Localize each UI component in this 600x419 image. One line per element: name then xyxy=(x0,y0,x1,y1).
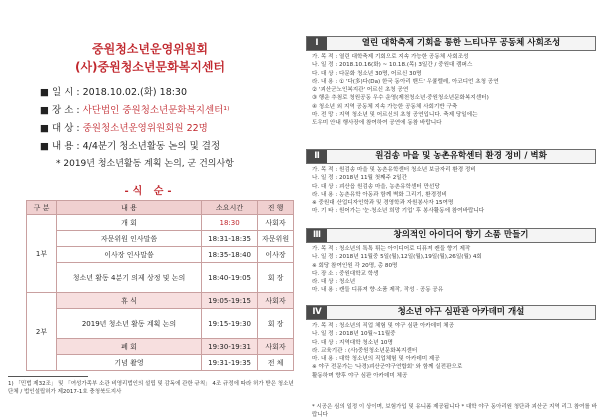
section-line: ② '괴산군노인복지관' 어르신 초청 공연 xyxy=(312,87,409,94)
section-3 xyxy=(306,228,596,295)
section-line: 다. 대 상 : 괴산읍 원검송 마을, 농촌유학센터 만선당 xyxy=(312,183,440,190)
section-line: 도우미 안내 행사장에 참여하여 공연에 동참 바랍니다 xyxy=(312,120,442,127)
section-line: ※ 중원대 산업디자인학과 및 경영학과 자원봉사자 15여명 xyxy=(312,200,454,207)
section-line: 라. 대 상 : 청소년 xyxy=(312,279,356,286)
schedule-title: -식 순- xyxy=(124,186,176,197)
program-table xyxy=(26,200,294,371)
content-cell: 개 회 xyxy=(57,215,202,231)
section-line: 나. 일 정 : 2018년 10월~11월중 xyxy=(312,331,396,338)
info-label: ■ 대 상 : xyxy=(40,123,80,134)
section-title: 창의적인 아이디어 향기 소품 만들기 xyxy=(327,229,595,242)
table-row xyxy=(27,215,294,231)
content-cell: 자문위원 인사말씀 xyxy=(57,231,202,247)
section-line: 마. 내 용 : 대학 청소년의 직업체험 및 아카데미 제공 xyxy=(312,356,440,363)
section-line: 라. 내 용 : ① '다(多)다(Da) 한국 동아리 밴드' 우쿨렐레, 아코디언 초청 공연 xyxy=(312,78,499,85)
table-row xyxy=(27,339,294,355)
host-cell: 회 장 xyxy=(258,309,294,339)
table-row xyxy=(27,293,294,309)
section-header xyxy=(306,228,596,243)
time-cell: 18:40-19:05 xyxy=(202,263,258,293)
info-label: ■ 일 시 : xyxy=(40,87,80,98)
info-value: 중원청소년운영위원회원 22명 xyxy=(82,123,208,134)
table-row xyxy=(27,231,294,247)
section-line: 가. 목 적 : 청소년의 직업 체험 및 야구 심판 아카데미 체공 xyxy=(312,323,455,329)
header-cell: 소요시간 xyxy=(202,201,258,215)
section-header xyxy=(306,36,596,51)
content-cell: 폐 회 xyxy=(57,339,202,355)
time-cell: 19:05-19:15 xyxy=(202,293,258,309)
section-title: 청소년 야구 심판관 아카데미 개설 xyxy=(327,306,595,319)
footnote-divider xyxy=(8,376,88,377)
section-line: 다. 장 소 : 중원대학교 학생 xyxy=(312,270,379,277)
org-title: 중원청소년운영위원회 xyxy=(92,42,208,56)
section-line: ※ 회당 참여인원 각 20명, 총 80명 xyxy=(312,262,398,269)
section-number: Ⅲ xyxy=(307,229,327,242)
info-label: ■ 내 용 : xyxy=(40,141,80,152)
content-cell: 청소년 활동 4분기 의제 상정 및 논의 xyxy=(57,263,202,293)
content-cell: 휴 식 xyxy=(57,293,202,309)
time-cell: 19:15-19:30 xyxy=(202,309,258,339)
table-row xyxy=(27,355,294,371)
footnote: 1) 「민법 제32조」 및 「여성가족부 소관 비영리법인의 설립 및 감독에 관한 규칙」 4조 규정에 따라 허가 받은 청소년단체 / 법인설립허가 제2017-1호 충청북도지사 xyxy=(8,381,294,395)
info-target xyxy=(40,122,302,135)
section-line: ④ 청소년 외 지역 공동체 지속 가능한 공동체 사회기반 구축 xyxy=(312,103,458,110)
section-line: 라. 교육기관 : (사)중원청소년문화복지센터 xyxy=(312,347,418,354)
section-header xyxy=(306,149,596,164)
header-cell: 진 행 xyxy=(258,201,294,215)
section-1 xyxy=(306,36,596,128)
group-cell: 2부 xyxy=(27,293,57,371)
host-cell: 사회자 xyxy=(258,339,294,355)
section-line: 다. 대 상 : 지역대학 청소년 10명 xyxy=(312,339,393,346)
host-cell: 자문위원 xyxy=(258,231,294,247)
host-cell: 사회자 xyxy=(258,293,294,309)
info-note: * 2019년 청소년활동 계획 논의, 군 건의사항 xyxy=(56,159,234,169)
table-row xyxy=(27,247,294,263)
info-place xyxy=(40,104,302,117)
section-body xyxy=(306,320,596,380)
section-line: 다. 대 상 : 다문화 청소년 30명, 어르신 30명 xyxy=(312,70,422,77)
section-body xyxy=(306,51,596,128)
table-row xyxy=(27,263,294,293)
info-label: ■ 장 소 : xyxy=(40,105,80,116)
section-line: 라. 내 용 : 농촌유학 아동과 함께 벽화 그리기, 환경정비 xyxy=(312,191,447,198)
section-header xyxy=(306,305,596,320)
section-4 xyxy=(306,305,596,380)
info-value: 4/4분기 청소년활동 논의 및 결정 xyxy=(82,141,221,152)
section-line: 나. 일 정 : 2018년 11월 첫째주 2일간 xyxy=(312,175,408,182)
section-line: 활동하며 향후 야구 심판 아카데미 체공 xyxy=(312,372,408,379)
info-content xyxy=(40,140,302,153)
section-line: ※ 야구 전문가는 '나경)괴산군야구연합회' 와 함께 실전판으로 xyxy=(312,364,463,371)
info-date xyxy=(40,86,302,99)
time-cell: 18:31-18:35 xyxy=(202,231,258,247)
section-body xyxy=(306,164,596,216)
info-value: 2018.10.02.(화) 18:30 xyxy=(82,87,188,98)
header-cell: 내 용 xyxy=(57,201,202,215)
section-line: 나. 일 정 : 2018.10.16(화) ~ 10.18.(목) 3일간 / 중원대 캠퍼스 xyxy=(312,62,473,69)
host-cell: 전 체 xyxy=(258,355,294,371)
section-line: ③ 행운 추첨로 청원공동 우수 운영(제천청소년·중원청소년문화복지센터) xyxy=(312,95,489,102)
section-line: 마. 전 망 : 지역 청소년 및 어르신의 초청 공연입니다. 축제 당일에는 xyxy=(312,112,478,119)
section-title: 열린 대학축제 기회을 통한 느티나무 공동체 사회조성 xyxy=(327,37,595,50)
group-cell: 1부 xyxy=(27,215,57,293)
center-title: (사)중원청소년문화복지센터 xyxy=(74,60,226,74)
table-row xyxy=(27,309,294,339)
section-number: Ⅱ xyxy=(307,150,327,163)
host-cell: 사회자 xyxy=(258,215,294,231)
bottom-note: * 시공은 심의 일정 이 상이며, 보험가입 및 유니폼 제공됩니다 * 대학 야구 동아리원 청단과 괴산군 지역 리그 참여를 바랍니다 xyxy=(312,404,597,418)
section-number: Ⅳ xyxy=(307,306,327,319)
section-line: 가. 목 적 : 청소년의 톡톡 튀는 아이디어로 디퓨져 캔들 향기 제작 xyxy=(312,246,471,252)
content-cell: 이사장 인사말씀 xyxy=(57,247,202,263)
info-value: 사단법인 중원청소년문화복지센터¹⁾ xyxy=(82,105,230,116)
section-line: 나. 일 정 : 2018년 11월중 5일(월),12일(월),19일(월),26일(월) 4회 xyxy=(312,254,482,261)
section-line: 마. 기 타 : 원어가는 '눈·청소년 희망 기업' 후 봉사활동에 참여바랍니다 xyxy=(312,208,485,215)
section-title: 원검송 마을 및 농촌유학센터 환경 정비 / 벽화 xyxy=(327,150,595,163)
content-cell: 기념 촬영 xyxy=(57,355,202,371)
content-cell: 2019년 청소년 활동 계획 논의 xyxy=(57,309,202,339)
host-cell: 이사장 xyxy=(258,247,294,263)
time-cell: 19:31-19:35 xyxy=(202,355,258,371)
time-cell: 18:30 xyxy=(202,215,258,231)
header-cell: 구 분 xyxy=(27,201,57,215)
time-cell: 18:35-18:40 xyxy=(202,247,258,263)
time-cell: 19:30-19:31 xyxy=(202,339,258,355)
host-cell: 회 장 xyxy=(258,263,294,293)
section-line: 가. 목 적 : 원검송 마을 및 농촌유학센터 청소년 보금자리 환경 정비 xyxy=(312,167,476,173)
section-line: 마. 내 용 : 캔들 디퓨져 향·소품 제작, 작성 · 공동 공유 xyxy=(312,287,444,294)
section-number: Ⅰ xyxy=(307,37,327,50)
section-body xyxy=(306,243,596,295)
section-line: 가. 목 적 : 열린 대학축제 기회으로 지속 가능한 공동체 사회조성 xyxy=(312,54,469,60)
section-2 xyxy=(306,149,596,216)
